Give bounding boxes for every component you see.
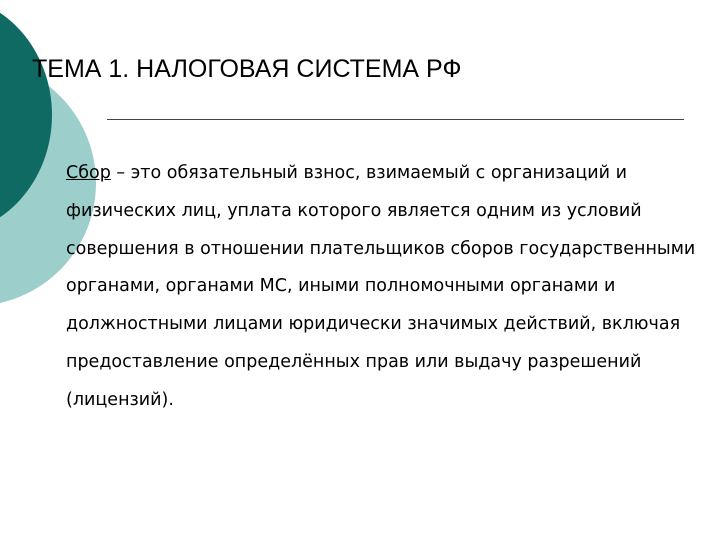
slide-title: ТЕМА 1. НАЛОГОВАЯ СИСТЕМА РФ	[32, 55, 462, 83]
definition-paragraph	[66, 155, 696, 420]
title-divider	[107, 119, 684, 120]
definition-text: – это обязательный взнос, взимаемый с организаций и физических лиц, уплата которого является одним из условий совершения в отношении плательщиков сборов государственными органами, органами МС, иными полномочными органами и должностными лицами юридически значимых действий, включая предоставление определённых прав или выдачу разрешений (лицензий).	[66, 163, 696, 410]
defined-term: Сбор	[66, 163, 111, 183]
